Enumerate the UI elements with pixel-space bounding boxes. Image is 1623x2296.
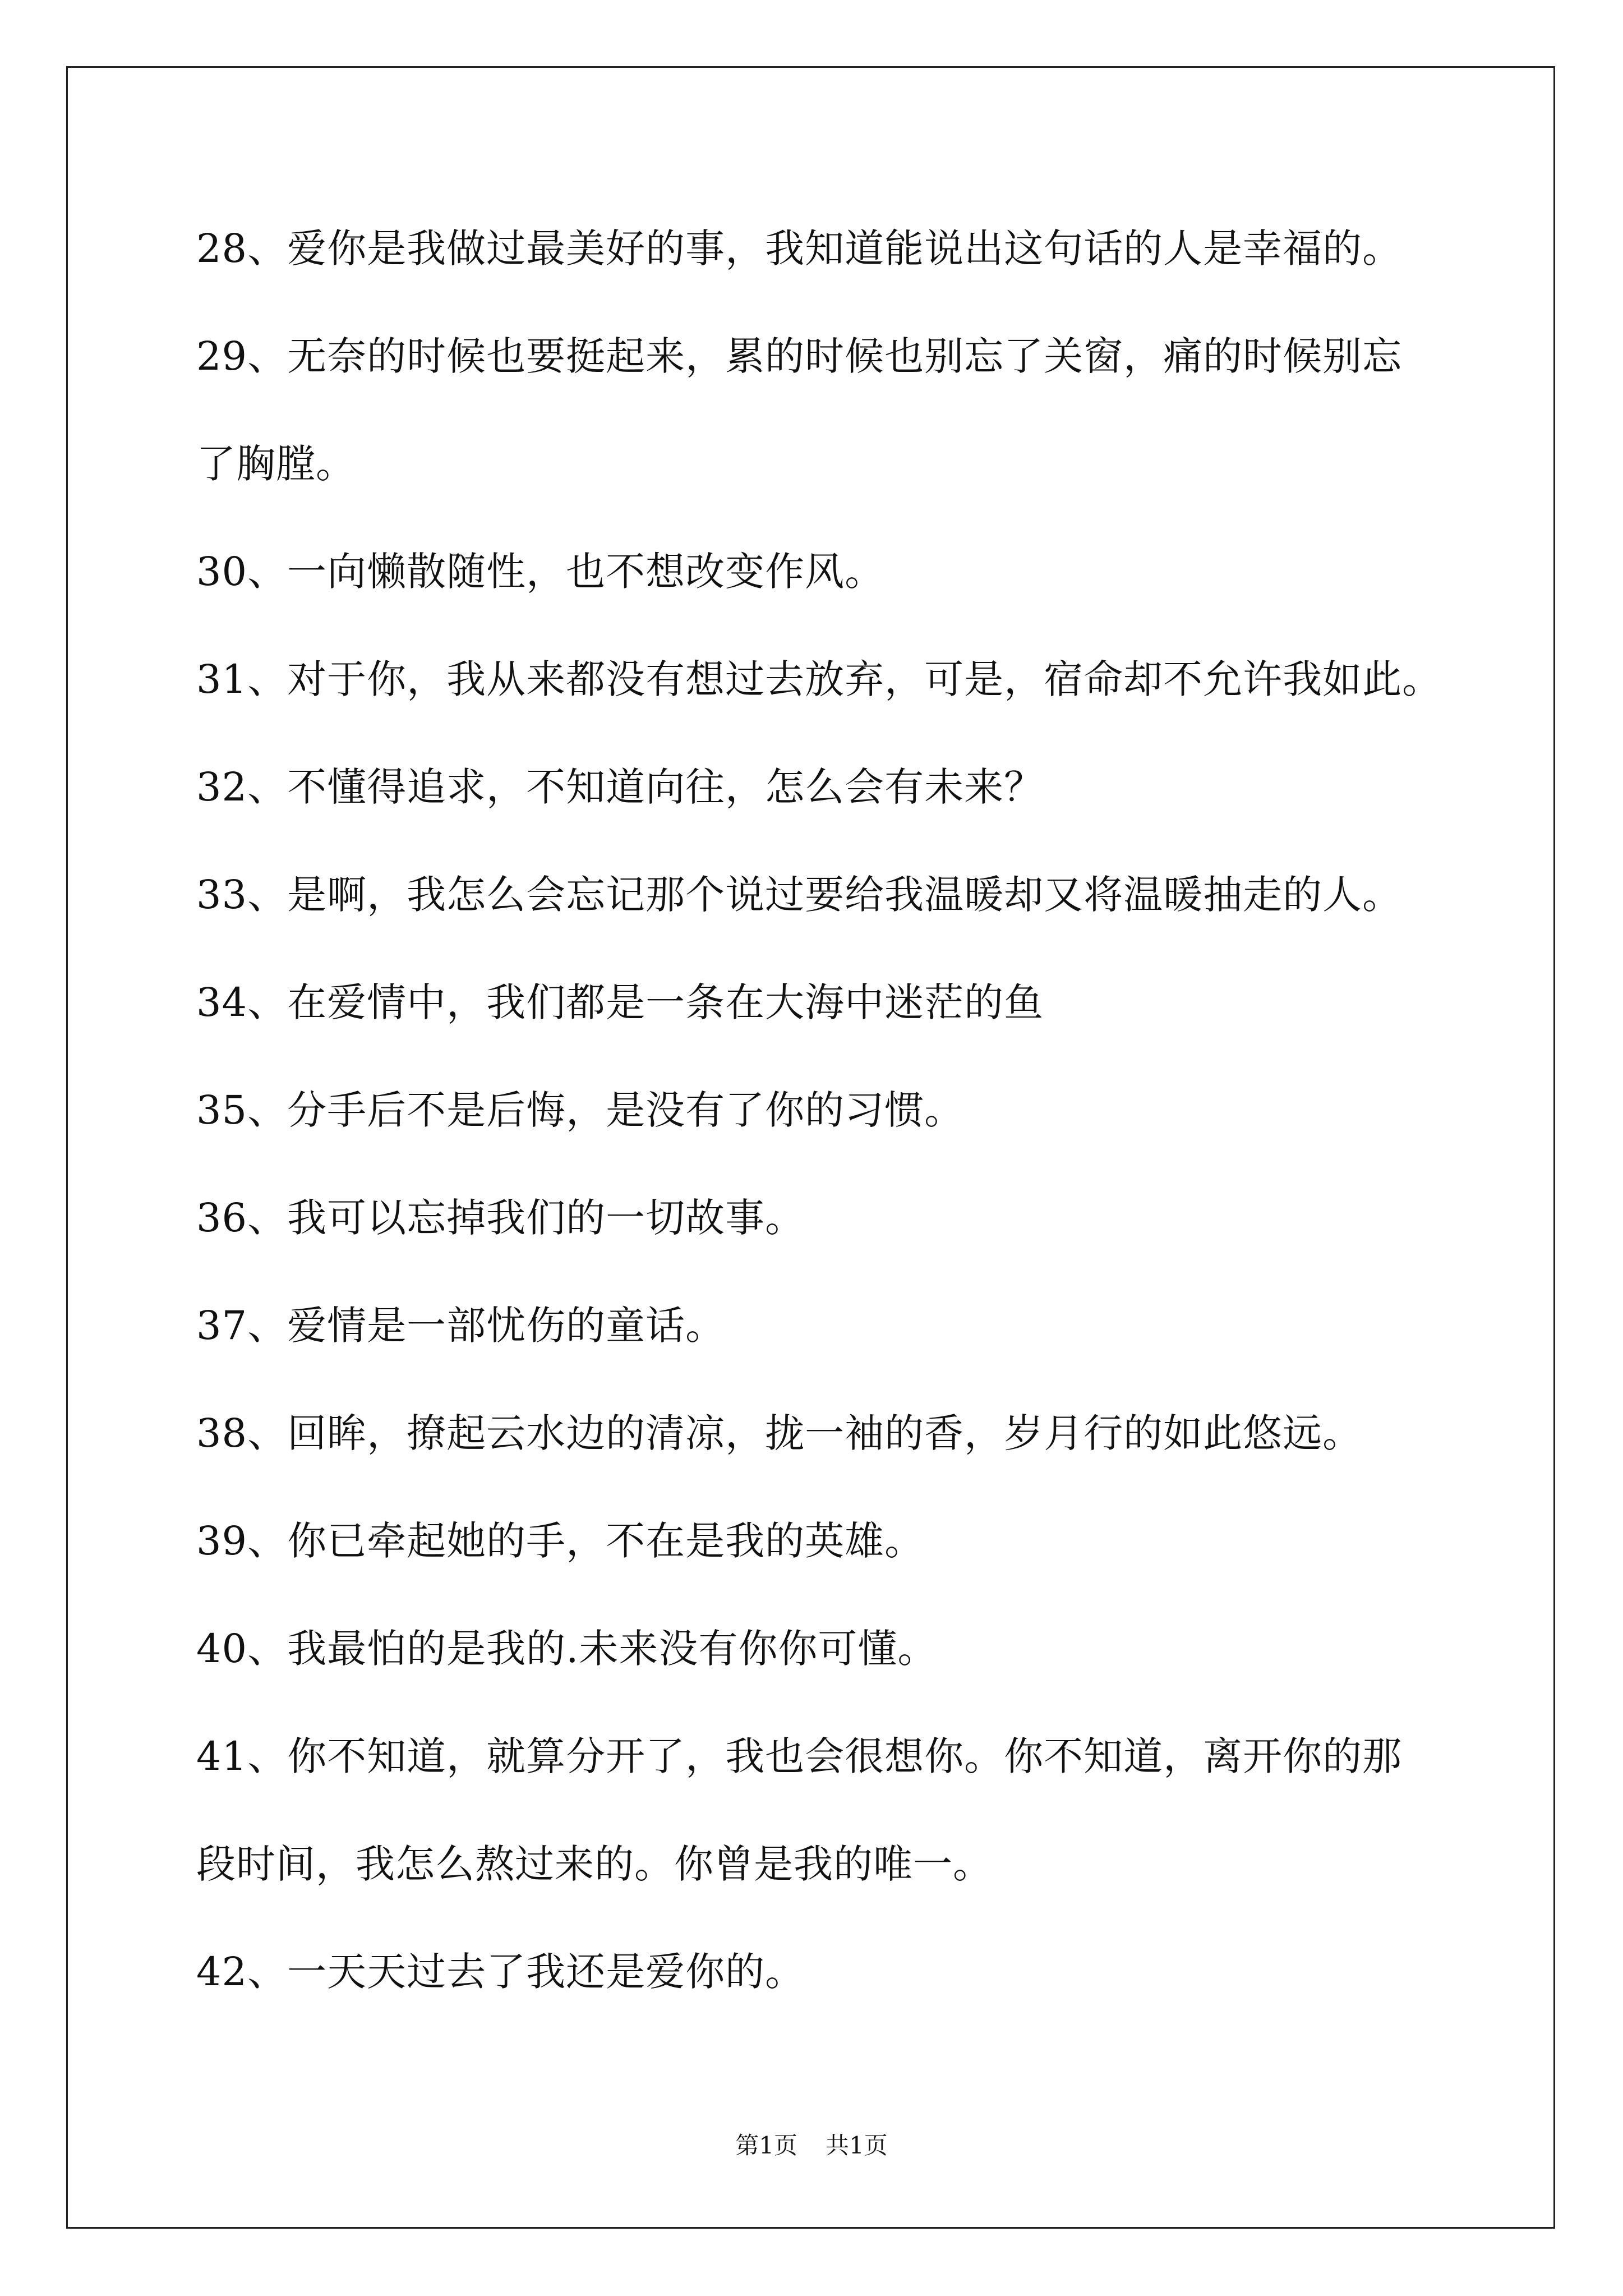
text-line: 34、在爱情中，我们都是一条在大海中迷茫的鱼 [196, 979, 1044, 1025]
text-line: 33、是啊，我怎么会忘记那个说过要给我温暖却又将温暖抽走的人。 [196, 872, 1403, 918]
page-footer [0, 2129, 1623, 2162]
text-line: 42、一天天过去了我还是爱你的。 [196, 1949, 805, 1995]
text-line: 35、分手后不是后悔，是没有了你的习惯。 [196, 1087, 965, 1133]
text-line: 39、你已牵起她的手，不在是我的英雄。 [196, 1518, 925, 1564]
text-line: 28、爱你是我做过最美好的事，我知道能说出这句话的人是幸福的。 [196, 226, 1403, 272]
page-total: 共1页 [826, 2132, 888, 2159]
text-line: 37、爱情是一部忧伤的童话。 [196, 1303, 726, 1349]
text-line: 29、无奈的时候也要挺起来，累的时候也别忘了关窗，痛的时候别忘 [196, 333, 1403, 379]
text-line: 32、不懂得追求，不知道向往，怎么会有未来？ [196, 764, 1044, 810]
page-number: 第1页 [735, 2132, 797, 2159]
text-line: 了胸膛。 [196, 441, 356, 487]
page-border [66, 66, 1555, 2229]
text-line: 30、一向懒散随性，也不想改变作风。 [196, 549, 885, 595]
text-line: 段时间，我怎么熬过来的。你曾是我的唯一。 [196, 1841, 993, 1887]
text-line: 31、对于你，我从来都没有想过去放弃，可是，宿命却不允许我如此。 [196, 656, 1442, 702]
text-line: 41、你不知道，就算分开了，我也会很想你。你不知道，离开你的那 [196, 1733, 1403, 1779]
text-line: 40、我最怕的是我的.未来没有你你可懂。 [196, 1626, 938, 1672]
text-line: 38、回眸，撩起云水边的清凉，拢一袖的香，岁月行的如此悠远。 [196, 1410, 1363, 1456]
text-line: 36、我可以忘掉我们的一切故事。 [196, 1195, 805, 1241]
